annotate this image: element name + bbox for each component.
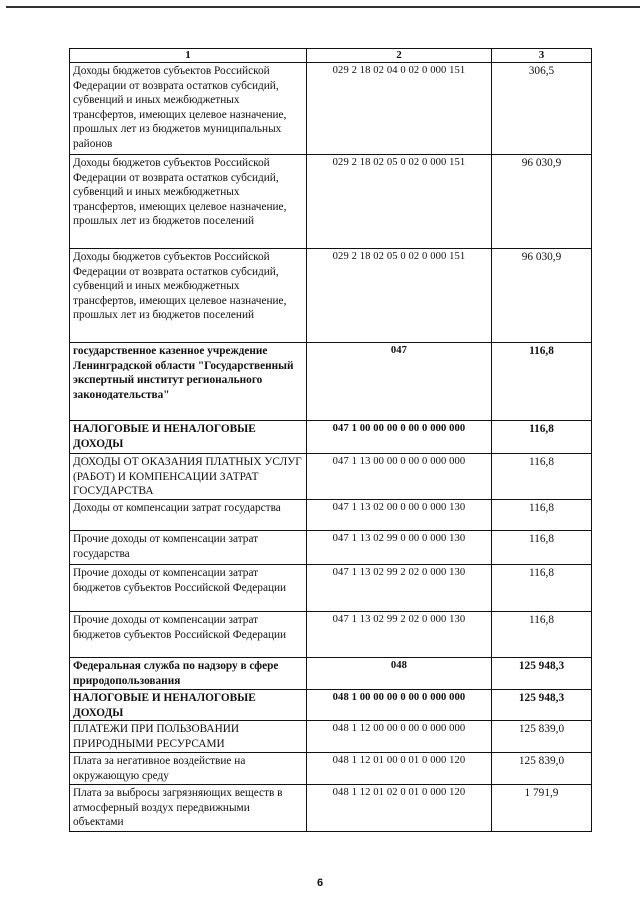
row-code: 048 1 12 01 02 0 01 0 000 120: [307, 785, 492, 832]
table-row: [70, 690, 592, 721]
row-amount: 306,5: [492, 63, 592, 155]
row-amount: 96 030,9: [492, 249, 592, 343]
row-code: 048 1 12 00 00 0 00 0 000 000: [307, 721, 492, 753]
table-row: [70, 721, 592, 753]
row-name: НАЛОГОВЫЕ И НЕНАЛОГОВЫЕ ДОХОДЫ: [70, 690, 307, 721]
row-name: Прочие доходы от компенсации затрат бюджетов субъектов Российской Федерации: [70, 612, 307, 658]
row-code: 047 1 13 02 99 2 02 0 000 130: [307, 565, 492, 612]
row-code: 047 1 13 02 99 2 02 0 000 130: [307, 612, 492, 658]
table-row: [70, 454, 592, 500]
row-amount: 116,8: [492, 565, 592, 612]
table-row: [70, 63, 592, 155]
table-row: [70, 421, 592, 454]
table-row: [70, 155, 592, 249]
row-name: Прочие доходы от компенсации затрат государства: [70, 531, 307, 565]
row-amount: 116,8: [492, 343, 592, 421]
row-code: 048 1 12 01 00 0 01 0 000 120: [307, 753, 492, 785]
row-name: Доходы бюджетов субъектов Российской Федерации от возврата остатков субсидий, субвенций и иных межбюджетных трансфертов, имеющих целевое назначение, прошлых лет из бюджетов поселений: [70, 155, 307, 249]
row-amount: 116,8: [492, 531, 592, 565]
row-code: 047 1 13 02 99 0 00 0 000 130: [307, 531, 492, 565]
table-row: [70, 658, 592, 690]
row-amount: 125 839,0: [492, 753, 592, 785]
row-code: 029 2 18 02 05 0 02 0 000 151: [307, 155, 492, 249]
row-code: 047: [307, 343, 492, 421]
table-row: [70, 500, 592, 531]
table-row: [70, 785, 592, 832]
row-amount: 116,8: [492, 612, 592, 658]
row-name: ПЛАТЕЖИ ПРИ ПОЛЬЗОВАНИИ ПРИРОДНЫМИ РЕСУРСАМИ: [70, 721, 307, 753]
scan-top-border: [6, 6, 640, 8]
row-name: Плата за негативное воздействие на окружающую среду: [70, 753, 307, 785]
table-row: [70, 753, 592, 785]
row-amount: 116,8: [492, 454, 592, 500]
row-name: Доходы от компенсации затрат государства: [70, 500, 307, 531]
row-amount: 1 791,9: [492, 785, 592, 832]
row-code: 047 1 13 00 00 0 00 0 000 000: [307, 454, 492, 500]
row-code: 047 1 13 02 00 0 00 0 000 130: [307, 500, 492, 531]
column-header-2: 2: [307, 49, 492, 63]
row-name: ДОХОДЫ ОТ ОКАЗАНИЯ ПЛАТНЫХ УСЛУГ (РАБОТ) И КОМПЕНСАЦИИ ЗАТРАТ ГОСУДАРСТВА: [70, 454, 307, 500]
row-amount: 125 948,3: [492, 658, 592, 690]
row-code: 029 2 18 02 05 0 02 0 000 151: [307, 249, 492, 343]
row-name: Федеральная служба по надзору в сфере природопользования: [70, 658, 307, 690]
row-amount: 116,8: [492, 421, 592, 454]
row-amount: 116,8: [492, 500, 592, 531]
page-number: 6: [316, 877, 324, 889]
column-header-1: 1: [70, 49, 307, 63]
row-code: 029 2 18 02 04 0 02 0 000 151: [307, 63, 492, 155]
row-amount: 96 030,9: [492, 155, 592, 249]
revenue-table: [69, 48, 592, 832]
table-row: [70, 612, 592, 658]
row-amount: 125 948,3: [492, 690, 592, 721]
row-code: 048: [307, 658, 492, 690]
row-name: Доходы бюджетов субъектов Российской Федерации от возврата остатков субсидий, субвенций и иных межбюджетных трансфертов, имеющих целевое назначение, прошлых лет из бюджетов поселений: [70, 249, 307, 343]
column-header-3: 3: [492, 49, 592, 63]
table-header-row: [70, 49, 592, 63]
table-row: [70, 531, 592, 565]
table-row: [70, 565, 592, 612]
row-amount: 125 839,0: [492, 721, 592, 753]
table-row: [70, 343, 592, 421]
table-row: [70, 249, 592, 343]
row-name: Прочие доходы от компенсации затрат бюджетов субъектов Российской Федерации: [70, 565, 307, 612]
row-name: Плата за выбросы загрязняющих веществ в атмосферный воздух передвижными объектами: [70, 785, 307, 832]
row-name: НАЛОГОВЫЕ И НЕНАЛОГОВЫЕ ДОХОДЫ: [70, 421, 307, 454]
row-code: 048 1 00 00 00 0 00 0 000 000: [307, 690, 492, 721]
row-name: Доходы бюджетов субъектов Российской Федерации от возврата остатков субсидий, субвенций и иных межбюджетных трансфертов, имеющих целевое назначение, прошлых лет из бюджетов муниципальных районов: [70, 63, 307, 155]
row-code: 047 1 00 00 00 0 00 0 000 000: [307, 421, 492, 454]
row-name: государственное казенное учреждение Ленинградской области "Государственный экспертный институт регионального законодательства": [70, 343, 307, 421]
